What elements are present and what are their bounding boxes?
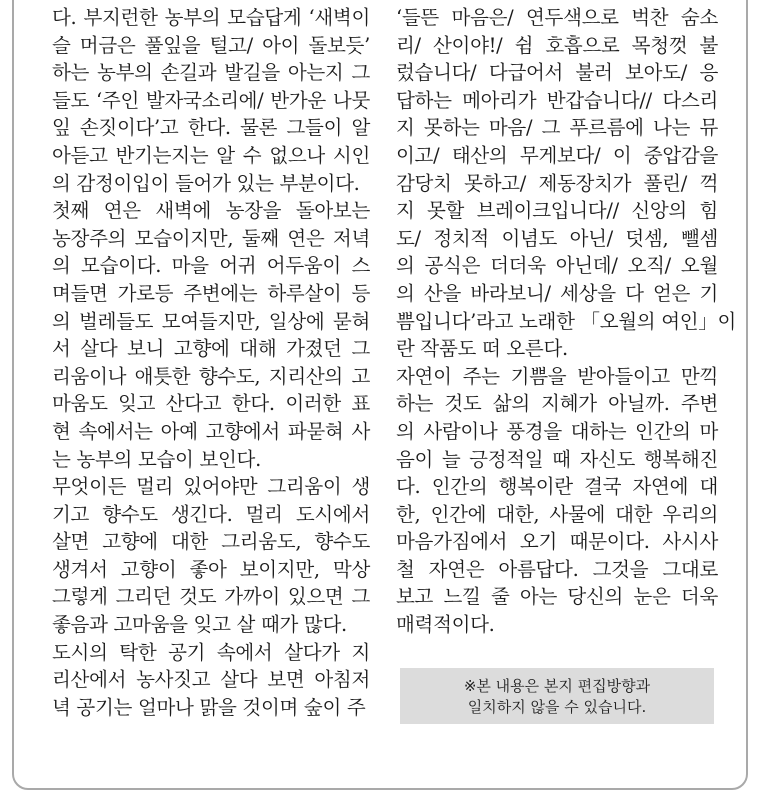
text-line: 며들면 가로등 주변에는 하루살이 등 [52, 281, 370, 305]
text-line: 살면 고향에 대한 그리움도, 향수도 [52, 530, 370, 554]
text-line: 의 공식은 더더욱 아닌데/ 오직/ 오월 [396, 254, 718, 278]
disclaimer-line-2: 일치하지 않을 수 있습니다. [467, 698, 647, 716]
text-line: 녁 공기는 얼마나 맑을 것이며 숲이 주 [52, 695, 366, 719]
text-line: 농장주의 모습이지만, 둘째 연은 저녁 [52, 226, 370, 250]
text-line: 한, 인간에 대한, 사물에 대한 우리의 [396, 502, 718, 526]
text-line: 리/ 산이야!/ 쉼 호흡으로 목청껏 불 [396, 33, 718, 57]
text-line: ‘들뜬 마음은/ 연두색으로 벅찬 숨소 [396, 6, 718, 29]
text-line: 마움도 잊고 산다고 한다. 이러한 표 [52, 392, 370, 416]
text-line: 의 모습이다. 마을 어귀 어두움이 스 [52, 254, 370, 278]
text-line: 의 산을 바라보니/ 세상을 다 얻은 기 [396, 281, 718, 305]
text-line: 슬 머금은 풀잎을 털고/ 아이 돌보듯’ [52, 33, 370, 57]
text-line: 의 감정이입이 들어가 있는 부분이다. [52, 171, 360, 195]
text-line: 좋음과 고마움을 잊고 살 때가 많다. [52, 613, 347, 637]
text-line: 철 자연은 아름답다. 그것을 그대로 [396, 557, 718, 581]
text-line: 지 못하는 마음/ 그 푸르름에 나는 뮤 [396, 116, 718, 140]
text-line: 보고 느낄 줄 아는 당신의 눈은 더욱 [396, 585, 718, 609]
text-line: 첫째 연은 새벽에 농장을 돌아보는 [52, 199, 370, 223]
text-line: 답하는 메아리가 반갑습니다// 다스리 [396, 88, 718, 112]
text-line: 하는 농부의 손길과 발길을 아는지 그 [52, 61, 370, 85]
text-line: 의 사람이나 풍경을 대하는 인간의 마 [396, 419, 718, 443]
text-line: 자연이 주는 기쁨을 받아들이고 만끽 [396, 364, 718, 388]
text-line: 쁨입니다’라고 노래한 「오월의 여인」이 [396, 309, 737, 333]
text-line: 매력적이다. [396, 613, 495, 637]
text-line: 다. 인간의 행복이란 결국 자연에 대 [396, 475, 718, 499]
text-line: 아듣고 반기는지는 알 수 없으나 시인 [52, 143, 370, 167]
text-line: 생겨서 고향이 좋아 보이지만, 막상 [52, 557, 370, 581]
text-line: 란 작품도 떠 오른다. [396, 337, 568, 361]
text-line: 도시의 탁한 공기 속에서 살다가 지 [52, 640, 370, 664]
text-line: 마음가짐에서 오기 때문이다. 사시사 [396, 530, 718, 554]
text-line: 다. 부지런한 농부의 모습답게 ‘새벽이 [52, 6, 370, 29]
text-line: 리움이나 애틋한 향수도, 지리산의 고 [52, 364, 370, 388]
right-column [396, 4, 737, 639]
text-line: 는 농부의 모습이 보인다. [52, 447, 261, 471]
text-line: 기고 향수도 생긴다. 멀리 도시에서 [52, 502, 370, 526]
text-line: 지 못할 브레이크입니다// 신앙의 힘 [396, 199, 718, 223]
text-line: 서 살다 보니 고향에 대해 가졌던 그 [52, 337, 370, 361]
text-line: 의 벌레들도 모여들지만, 일상에 묻혀 [52, 309, 370, 333]
text-line: 그렇게 그리던 것도 가까이 있으면 그 [52, 585, 370, 609]
text-line: 하는 것도 삶의 지혜가 아닐까. 주변 [396, 392, 718, 416]
disclaimer-box [400, 668, 714, 724]
text-line: 무엇이든 멀리 있어야만 그리움이 생 [52, 475, 370, 499]
text-line: 이고/ 태산의 무게보다/ 이 중압감을 [396, 143, 718, 167]
text-line: 음이 늘 긍정적일 때 자신도 행복해진 [396, 447, 718, 471]
text-line: 리산에서 농사짓고 살다 보면 아침저 [52, 668, 370, 692]
disclaimer-line-1: ※본 내용은 본지 편집방향과 [463, 677, 651, 695]
text-line: 잎 손짓이다’고 한다. 물론 그들이 알 [52, 116, 370, 140]
text-line: 도/ 정치적 이념도 아닌/ 덧셈, 뺄셈 [396, 226, 718, 250]
text-line: 현 속에서는 아예 고향에서 파묻혀 사 [52, 419, 370, 443]
text-line: 들도 ‘주인 발자국소리에/ 반가운 나뭇 [52, 88, 370, 112]
text-line: 렀습니다/ 다급어서 불러 보아도/ 응 [396, 61, 718, 85]
left-column [52, 4, 370, 721]
text-line: 감당치 못하고/ 제동장치가 풀린/ 꺽 [396, 171, 718, 195]
